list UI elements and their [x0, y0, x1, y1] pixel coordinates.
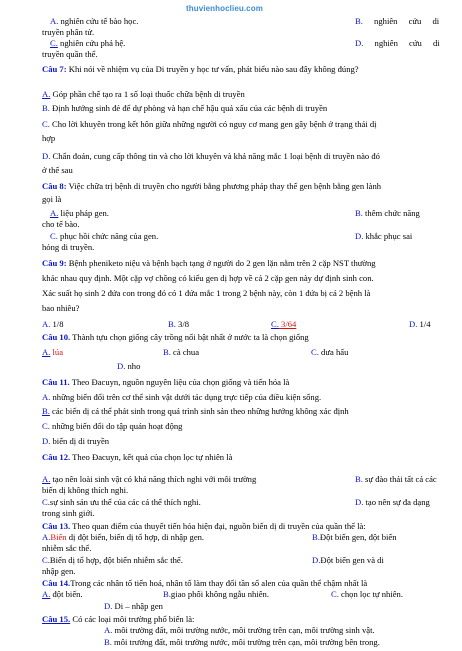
q6-a-text: nghiên cứu tế bào học.: [58, 16, 139, 26]
q11-d-letter: D.: [42, 436, 51, 446]
q10-d-text: nho: [125, 361, 141, 371]
q7-d-text1: Chẩn đoán, cung cấp thông tin và cho lời khuyên và khả năng mắc 1 loại bệnh di truyền nào đó: [50, 151, 380, 161]
q7-c-continued: hợp: [42, 133, 56, 143]
q9-stem-line3: Xác suất họ sinh 2 đứa con trong đó có 1 đứa mắc 1 trong 2 bệnh này, còn 1 đứa bị cả 2 bệnh là: [42, 288, 371, 298]
q12-stem-text: Theo Đacuyn, kết quả của chọn lọc tự nhiên là: [70, 452, 233, 462]
q12-option-c: [42, 497, 201, 508]
q9-d-text: 1/4: [417, 319, 431, 329]
q7-d-letter: D.: [42, 151, 51, 161]
q8-c-text: phục hồi chức năng của gen.: [57, 231, 159, 241]
q9-a-text: 1/8: [50, 319, 64, 329]
q12-d-text: tạo nên sự đa dạng: [363, 497, 430, 507]
q8-b-letter: B.: [355, 208, 363, 218]
q13-b-continued: nhiễm sắc thể.: [42, 543, 92, 553]
q10-b-letter: B.: [163, 347, 171, 357]
q10-option-a: [42, 347, 63, 358]
q14-option-d: [104, 601, 163, 612]
q13-option-b: [312, 532, 397, 543]
q15-a-text: môi trường đất, môi trường nước, môi trường trên cạn, môi trường sinh vật.: [112, 625, 375, 635]
q11-c-text: những biến đổi do tập quán hoạt động: [49, 421, 183, 431]
q7-a-letter: A.: [42, 89, 51, 99]
q8-c-letter: C.: [50, 231, 58, 241]
q13-a-letter: A.: [42, 532, 51, 542]
q14-a-text: đột biến.: [50, 589, 83, 599]
q11-option-c: [42, 421, 182, 432]
q8-stem-text1: Việc chữa trị bệnh di truyền cho người bằng phương pháp thay thế gen bệnh bằng gen lành: [66, 181, 382, 191]
q9-option-d: [409, 319, 431, 330]
q15-stem: [42, 614, 194, 625]
q12-d-letter: D.: [355, 497, 364, 507]
q13-d-letter: D.: [312, 555, 321, 565]
q12-option-d: [355, 497, 430, 508]
q6-option-d: [355, 38, 440, 49]
q7-a-text: Góp phần chế tạo ra 1 số loại thuốc chữa bệnh di truyền: [50, 89, 245, 99]
q13-label: Câu 13.: [42, 521, 71, 531]
q13-b-letter: B.: [312, 532, 320, 542]
q6-d-continued: truyền quần thể.: [42, 49, 98, 59]
q6-a-letter: A.: [50, 16, 59, 26]
q14-option-a: [42, 589, 83, 600]
q11-b-letter: B.: [42, 406, 50, 416]
q9-d-letter: D.: [409, 319, 418, 329]
q11-c-letter: C.: [42, 421, 50, 431]
q7-option-b: [42, 103, 327, 114]
q10-c-letter: C.: [311, 347, 319, 357]
q12-stem: [42, 452, 232, 463]
q7-option-d: [42, 151, 380, 162]
q6-b-continued: truyền phân tử.: [42, 27, 95, 37]
q11-option-d: [42, 436, 109, 447]
q11-a-letter: A.: [42, 392, 51, 402]
q13-a-text: dị đột biến, biến dị tổ hợp, di nhập gen.: [66, 532, 205, 542]
q12-b-letter: B.: [355, 474, 363, 484]
q6-d-text: nghiên cứu di: [374, 38, 440, 48]
q8-a-text: liệu pháp gen.: [58, 208, 109, 218]
q13-c-letter: C.: [42, 555, 50, 565]
q7-b-text: Định hướng sinh đẻ để dự phòng và hạn chế hậu quả xấu của các bệnh di truyền: [49, 103, 328, 113]
q8-d-text: khắc phục sai: [363, 231, 413, 241]
q13-stem-text: Theo quan điểm của thuyết tiến hóa hiện đại, nguồn biến dị di truyền của quần thể là:: [70, 521, 366, 531]
q8-option-b: [355, 208, 420, 219]
q12-label: Câu 12.: [42, 452, 71, 462]
q15-b-letter: B.: [104, 637, 112, 647]
q14-d-letter: D.: [104, 601, 113, 611]
q8-stem: [42, 181, 381, 192]
q14-stem: [42, 578, 367, 589]
q9-stem: [42, 258, 376, 269]
q12-a-text1: tạo nên loài sinh vật có khả năng thích nghi với môi trường: [50, 474, 257, 484]
q11-a-text: những biến đổi trên cơ thể sinh vật dưới tác dụng trực tiếp của điều kiện sống.: [50, 392, 322, 402]
q11-label: Câu 11.: [42, 377, 70, 387]
q8-b-continued: cho tế bào.: [42, 219, 80, 229]
q6-d-letter: D.: [355, 38, 364, 48]
q14-b-text: giao phối không ngẫu nhiên.: [170, 589, 269, 599]
q9-b-letter: B.: [168, 319, 176, 329]
q14-c-letter: C.: [331, 589, 339, 599]
q10-stem-text: Thành tựu chọn giống cây trồng nổi bật nhất ở nước ta là chọn giống: [70, 332, 309, 342]
q6-c-letter: C.: [50, 38, 58, 48]
q13-option-c: [42, 555, 183, 566]
q13-stem: [42, 521, 366, 532]
q10-d-letter: D.: [117, 361, 126, 371]
q13-d-text: Đột biến gen và di: [320, 555, 384, 565]
q11-stem: [42, 377, 289, 388]
q14-b-letter: B.: [163, 589, 171, 599]
q12-a-letter: A.: [42, 474, 51, 484]
q9-b-text: 3/8: [175, 319, 190, 329]
q9-stem-line2: khác nhau quy định. Một cặp vợ chồng có kiểu gen dị hợp về cả 2 cặp gen này dự định sinh con.: [42, 273, 374, 283]
q6-option-a: [50, 16, 138, 27]
q13-a-red: Biến: [50, 532, 67, 542]
q7-c-text1: Cho lời khuyên trong kết hôn giữa những người có nguy cơ mang gen gây bệnh ở trạng thái dị: [49, 119, 377, 129]
q15-label: Câu 15.: [42, 614, 71, 624]
q7-b-letter: B.: [42, 103, 50, 113]
q9-stem-line4: bao nhiêu?: [42, 303, 80, 313]
q10-c-text: dưa hấu: [318, 347, 349, 357]
q8-option-c: [50, 231, 158, 242]
q7-stem-text: Khi nói về nhiệm vụ của Di truyền y học tư vấn, phát biểu nào sau đây không đúng?: [66, 64, 359, 74]
q9-c-text: 3/64: [278, 319, 297, 329]
q7-c-letter: C.: [42, 119, 50, 129]
q8-d-letter: D.: [355, 231, 364, 241]
q9-option-b: [168, 319, 189, 330]
q9-label: Câu 9:: [42, 258, 67, 268]
q6-c-text: nghiên cứu phả hệ.: [57, 38, 126, 48]
q13-b-text1: Đột biến gen, đột biến: [319, 532, 397, 542]
q11-d-text: biến dị di truyền: [50, 436, 110, 446]
q14-d-text: Di – nhập gen: [112, 601, 163, 611]
q13-c-continued: nhập gen.: [42, 566, 76, 576]
q14-label: Câu 14.: [42, 578, 71, 588]
q12-c-continued: trong sinh giới.: [42, 508, 95, 518]
q13-c-text1: Biến dị tổ hợp, đột biến nhiễm sắc thể.: [49, 555, 183, 565]
q10-a-letter: A.: [42, 347, 51, 357]
q8-b-text: thêm chức năng: [362, 208, 420, 218]
q12-b-text: sự đào thải tất cả các: [362, 474, 437, 484]
q13-option-a: [42, 532, 204, 543]
q7-label: Câu 7:: [42, 64, 67, 74]
q8-option-d: [355, 231, 412, 242]
q7-option-a: [42, 89, 245, 100]
q14-stem-text: Trong các nhân tố tiến hoá, nhân tố làm thay đổi tần số alen của quần thể chậm nhất là: [70, 578, 368, 588]
q8-d-continued: hỏng di truyền.: [42, 242, 95, 252]
q6-b-letter: B.: [355, 16, 363, 26]
q10-option-d: [117, 361, 140, 372]
q10-b-text: cà chua: [170, 347, 200, 357]
q9-a-letter: A.: [42, 319, 51, 329]
q12-a-continued: biến dị không thích nghi.: [42, 485, 129, 495]
q9-option-a: [42, 319, 64, 330]
q11-b-text: các biến dị cá thể phát sinh trong quá trình sinh sản theo những hướng không xác định: [49, 406, 349, 416]
q14-option-c: [331, 589, 403, 600]
q15-b-text: môi trường đất, môi trường nước, môi trường trên cạn, môi trường bên trong.: [111, 637, 380, 647]
q12-c-text1: sự sinh sản ưu thế của các cá thể thích nghi.: [49, 497, 201, 507]
q6-option-b: [355, 16, 439, 27]
q15-stem-text: Có các loại môi trường phổ biến là:: [70, 614, 195, 624]
q9-option-c: [271, 319, 296, 330]
q11-option-a: [42, 392, 321, 403]
q10-option-c: [311, 347, 348, 358]
q12-option-a: [42, 474, 256, 485]
q14-option-b: [163, 589, 269, 600]
watermark: thuvienhoclieu.com: [186, 4, 263, 13]
q8-a-letter: A.: [50, 208, 59, 218]
q12-c-letter: C.: [42, 497, 50, 507]
q15-option-b: [104, 637, 380, 648]
q8-stem-continued: gọi là: [42, 194, 62, 204]
q10-stem: [42, 332, 309, 343]
q9-stem-text1: Bệnh pheniketo niệu và bệnh bạch tạng ở người do 2 gen lặn nằm trên 2 cặp NST thường: [66, 258, 376, 268]
q15-option-a: [104, 625, 375, 636]
q9-c-letter: C.: [271, 319, 279, 329]
q7-d-continued: ở thế sau: [42, 165, 73, 175]
q6-b-text: nghiên cứu di: [374, 16, 440, 26]
q10-label: Câu 10.: [42, 332, 71, 342]
q7-stem: [42, 64, 359, 75]
q8-label: Câu 8:: [42, 181, 67, 191]
q11-option-b: [42, 406, 349, 417]
q10-option-b: [163, 347, 199, 358]
q14-c-text: chọn lọc tự nhiên.: [338, 589, 403, 599]
q10-a-text: lúa: [50, 347, 64, 357]
q13-option-d: [312, 555, 384, 566]
q11-stem-text: Theo Đacuyn, nguồn nguyên liệu của chọn giống và tiến hóa là: [69, 377, 290, 387]
q7-option-c: [42, 119, 377, 130]
q12-option-b: [355, 474, 437, 485]
q14-a-letter: A.: [42, 589, 51, 599]
q8-option-a: [50, 208, 109, 219]
q6-option-c: [50, 38, 125, 49]
q15-a-letter: A.: [104, 625, 113, 635]
